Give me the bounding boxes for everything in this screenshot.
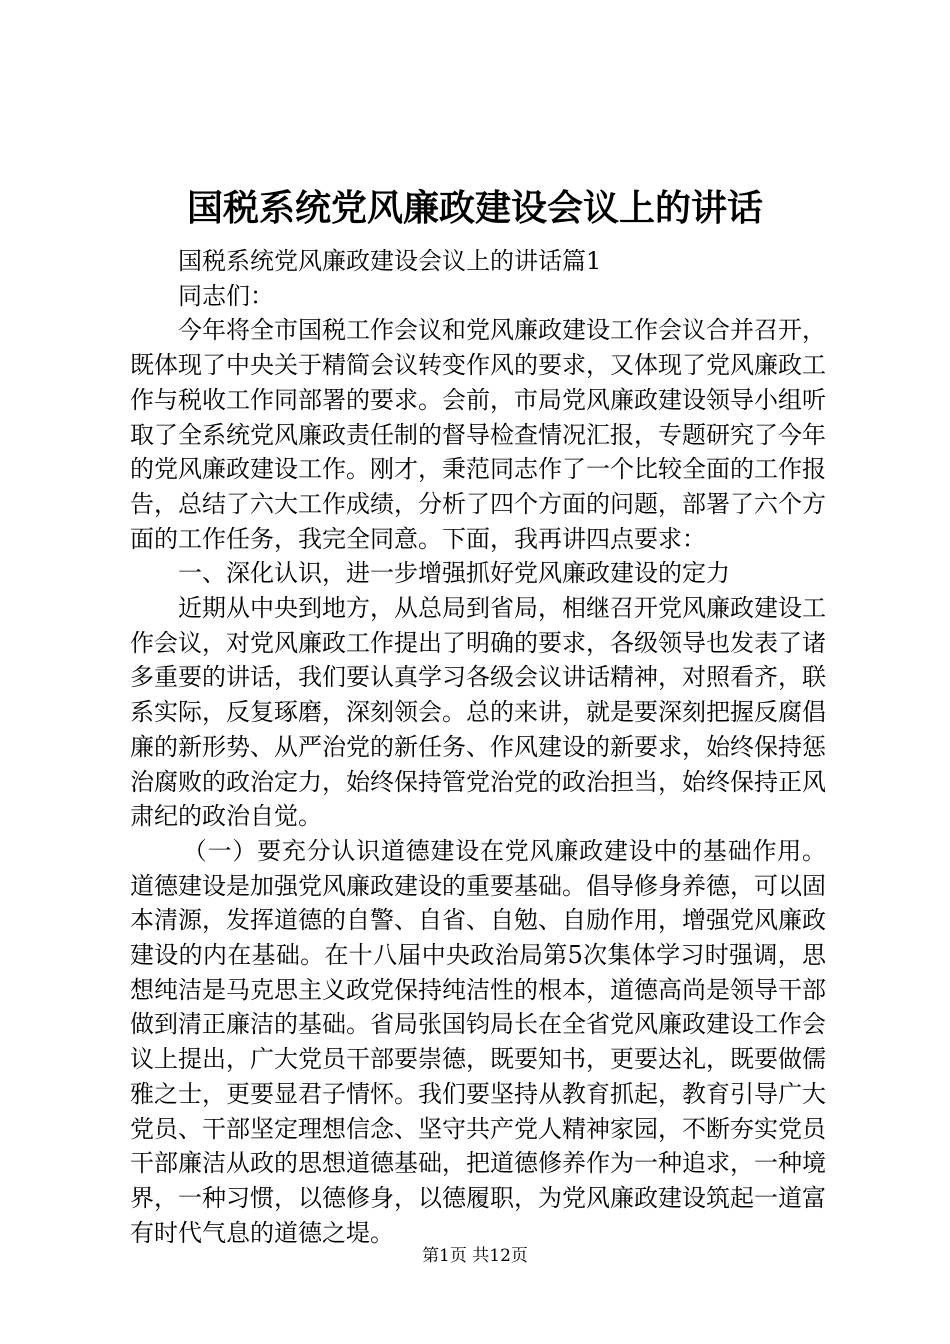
- page-title: 国税系统党风廉政建设会议上的讲话: [186, 187, 763, 229]
- body-paragraph: 今年将全市国税工作会议和党风廉政建设工作会议合并召开，既体现了中央关于精简会议转变作风的要求，又体现了党风廉政工作与税收工作同部署的要求。会前，市局党风廉政建设领导小组听取了全系统党风廉政责任制的督导检查情况汇报，专题研究了今年的党风廉政建设工作。刚才，秉范同志作了一个比较全面的工作报告，总结了六大工作成绩，分析了四个方面的问题，部署了六个方面的工作任务，我完全同意。下面，我再讲四点要求：: [130, 316, 826, 553]
- section-heading: 国税系统党风廉政建设会议上的讲话篇1: [178, 247, 602, 275]
- document-body: [130, 244, 826, 1250]
- salutation: 同志们：: [178, 281, 274, 310]
- section-heading-1: 一、深化认识，进一步增强抓好党风廉政建设的定力: [178, 559, 730, 588]
- page-number: 第1页 共12页: [422, 1246, 528, 1266]
- body-paragraph: （一）要充分认识道德建设在党风廉政建设中的基础作用。道德建设是加强党风廉政建设的重要基础。倡导修身养德，可以固本清源，发挥道德的自警、自省、自勉、自励作用，增强党风廉政建设的内在基础。在十八届中央政治局第5次集体学习时强调，思想纯洁是马克思主义政党保持纯洁性的根本，道德高尚是领导干部做到清正廉洁的基础。省局张国钧局长在全省党风廉政建设工作会议上提出，广大党员干部要崇德，既要知书，更要达礼，既要做儒雅之士，更要显君子情怀。我们要坚持从教育抓起，教育引导广大党员、干部坚定理想信念、坚守共产党人精神家园，不断夯实党员干部廉洁从政的思想道德基础，把道德修养作为一种追求，一种境界，一种习惯，以德修身，以德履职，为党风廉政建设筑起一道富有时代气息的道德之堤。: [130, 836, 826, 1247]
- body-paragraph: 近期从中央到地方，从总局到省局，相继召开党风廉政建设工作会议，对党风廉政工作提出了明确的要求，各级领导也发表了诸多重要的讲话，我们要认真学习各级会议讲话精神，对照看齐，联系实际，反复琢磨，深刻领会。总的来讲，就是要深刻把握反腐倡廉的新形势、从严治党的新任务、作风建设的新要求，始终保持惩治腐败的政治定力，始终保持管党治党的政治担当，始终保持正风肃纪的政治自觉。: [130, 594, 826, 831]
